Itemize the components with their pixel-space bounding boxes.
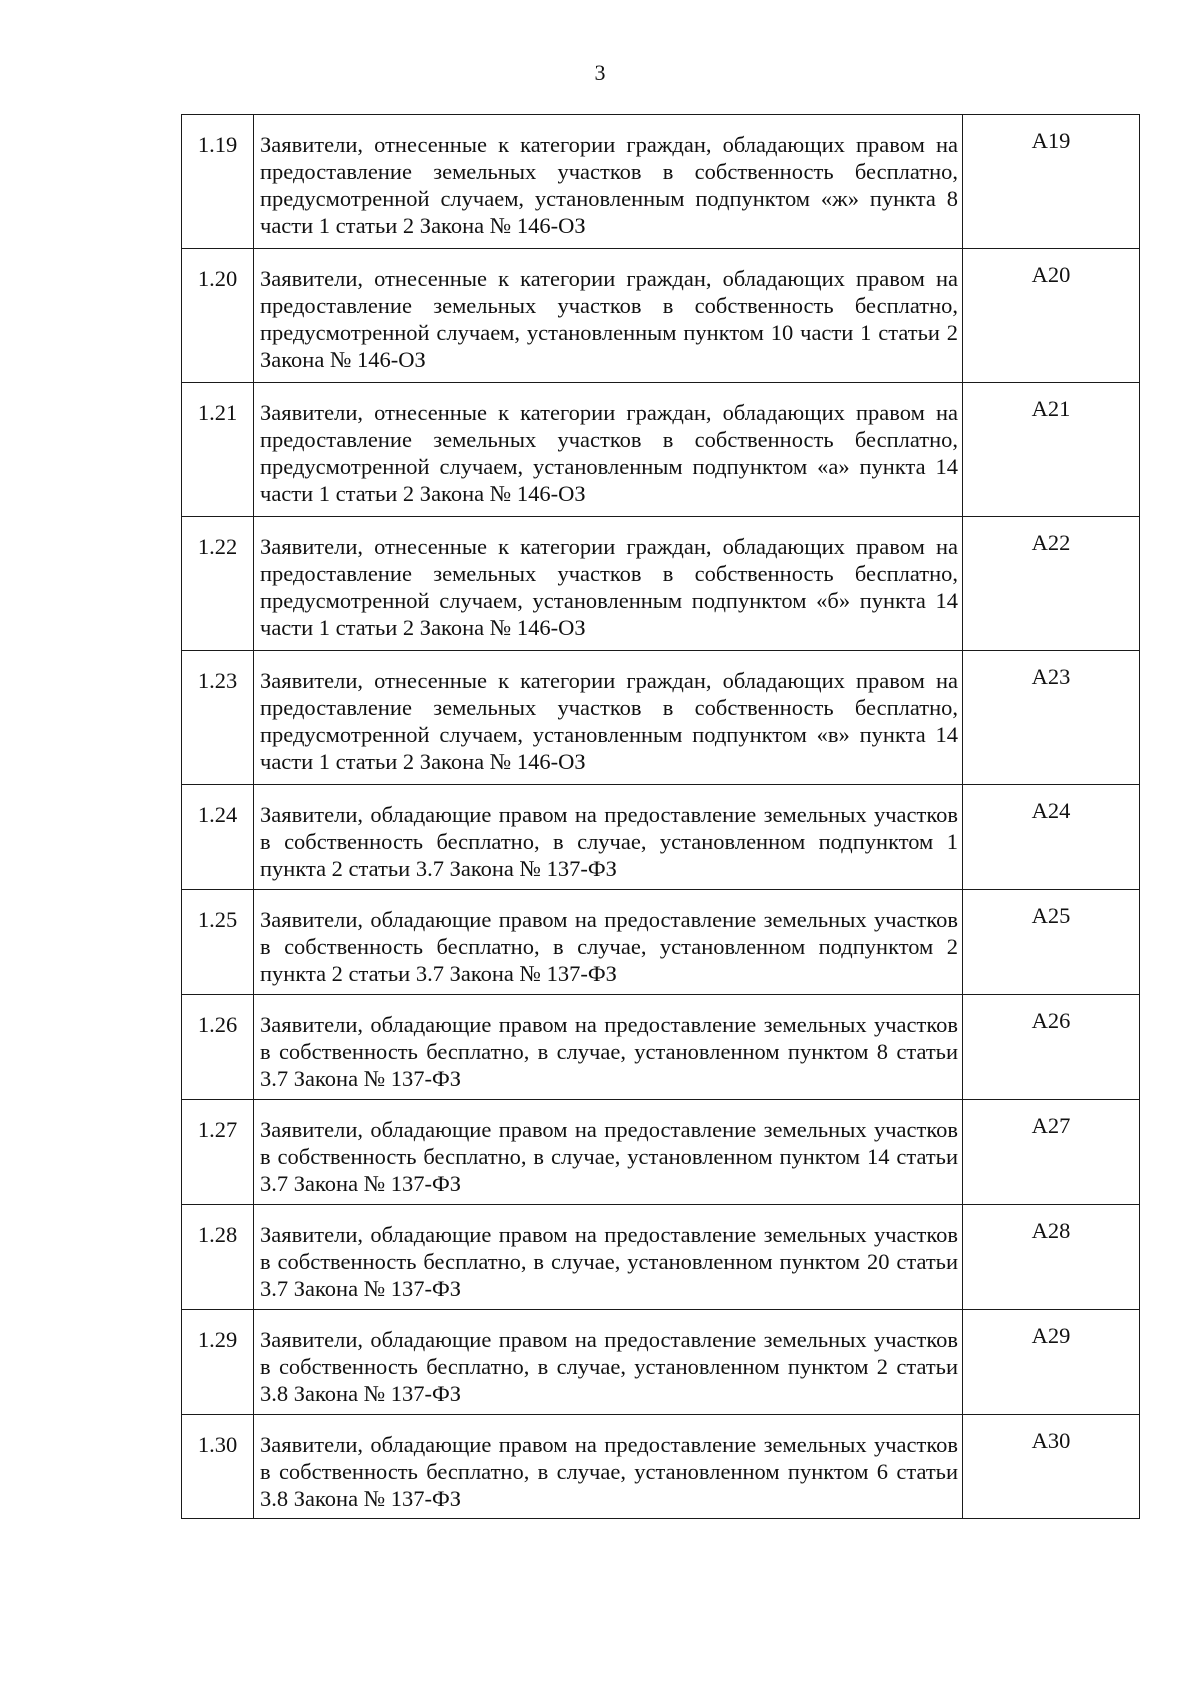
table-row <box>182 115 1140 249</box>
row-number: 1.29 <box>182 1310 254 1415</box>
table-row <box>182 1310 1140 1415</box>
row-number: 1.24 <box>182 785 254 890</box>
applicant-categories-table <box>181 114 1140 1519</box>
row-number: 1.21 <box>182 383 254 517</box>
row-number: 1.23 <box>182 651 254 785</box>
table-row <box>182 1415 1140 1519</box>
table-row <box>182 383 1140 517</box>
row-code: А20 <box>963 249 1140 383</box>
row-description: Заявители, отнесенные к категории граждан, обладающих правом на предоставление земельных участков в собственность бесплатно, предусмотренной случаем, установленным подпунктом «в» пункта 14 части 1 статьи 2 Закона № 146-ОЗ <box>254 651 963 785</box>
row-description: Заявители, отнесенные к категории граждан, обладающих правом на предоставление земельных участков в собственность бесплатно, предусмотренной случаем, установленным подпунктом «б» пункта 14 части 1 статьи 2 Закона № 146-ОЗ <box>254 517 963 651</box>
row-code: А26 <box>963 995 1140 1100</box>
row-number: 1.25 <box>182 890 254 995</box>
row-description: Заявители, обладающие правом на предоставление земельных участков в собственность бесплатно, в случае, установленном пунктом 6 статьи 3.8 Закона № 137-ФЗ <box>254 1415 963 1519</box>
row-number: 1.26 <box>182 995 254 1100</box>
row-code: А28 <box>963 1205 1140 1310</box>
row-description: Заявители, обладающие правом на предоставление земельных участков в собственность бесплатно, в случае, установленном подпунктом 1 пункта 2 статьи 3.7 Закона № 137-ФЗ <box>254 785 963 890</box>
table-row <box>182 890 1140 995</box>
row-number: 1.30 <box>182 1415 254 1519</box>
row-code: А22 <box>963 517 1140 651</box>
table-row <box>182 1100 1140 1205</box>
table-row <box>182 1205 1140 1310</box>
row-description: Заявители, обладающие правом на предоставление земельных участков в собственность бесплатно, в случае, установленном подпунктом 2 пункта 2 статьи 3.7 Закона № 137-ФЗ <box>254 890 963 995</box>
table-row <box>182 249 1140 383</box>
row-number: 1.22 <box>182 517 254 651</box>
table-row <box>182 995 1140 1100</box>
row-code: А24 <box>963 785 1140 890</box>
row-code: А19 <box>963 115 1140 249</box>
page-number: 3 <box>594 60 606 85</box>
table-row <box>182 517 1140 651</box>
row-code: А30 <box>963 1415 1140 1519</box>
row-code: А23 <box>963 651 1140 785</box>
row-description: Заявители, обладающие правом на предоставление земельных участков в собственность бесплатно, в случае, установленном пунктом 20 статьи 3.7 Закона № 137-ФЗ <box>254 1205 963 1310</box>
row-description: Заявители, обладающие правом на предоставление земельных участков в собственность бесплатно, в случае, установленном пунктом 8 статьи 3.7 Закона № 137-ФЗ <box>254 995 963 1100</box>
row-code: А21 <box>963 383 1140 517</box>
row-number: 1.20 <box>182 249 254 383</box>
row-description: Заявители, отнесенные к категории граждан, обладающих правом на предоставление земельных участков в собственность бесплатно, предусмотренной случаем, установленным подпунктом «ж» пункта 8 части 1 статьи 2 Закона № 146-ОЗ <box>254 115 963 249</box>
table-row <box>182 651 1140 785</box>
row-description: Заявители, обладающие правом на предоставление земельных участков в собственность бесплатно, в случае, установленном пунктом 14 статьи 3.7 Закона № 137-ФЗ <box>254 1100 963 1205</box>
row-description: Заявители, отнесенные к категории граждан, обладающих правом на предоставление земельных участков в собственность бесплатно, предусмотренной случаем, установленным подпунктом «а» пункта 14 части 1 статьи 2 Закона № 146-ОЗ <box>254 383 963 517</box>
row-code: А29 <box>963 1310 1140 1415</box>
row-number: 1.27 <box>182 1100 254 1205</box>
row-number: 1.19 <box>182 115 254 249</box>
table-row <box>182 785 1140 890</box>
row-code: А27 <box>963 1100 1140 1205</box>
row-description: Заявители, отнесенные к категории граждан, обладающих правом на предоставление земельных участков в собственность бесплатно, предусмотренной случаем, установленным пунктом 10 части 1 статьи 2 Закона № 146-ОЗ <box>254 249 963 383</box>
row-description: Заявители, обладающие правом на предоставление земельных участков в собственность бесплатно, в случае, установленном пунктом 2 статьи 3.8 Закона № 137-ФЗ <box>254 1310 963 1415</box>
row-number: 1.28 <box>182 1205 254 1310</box>
row-code: А25 <box>963 890 1140 995</box>
